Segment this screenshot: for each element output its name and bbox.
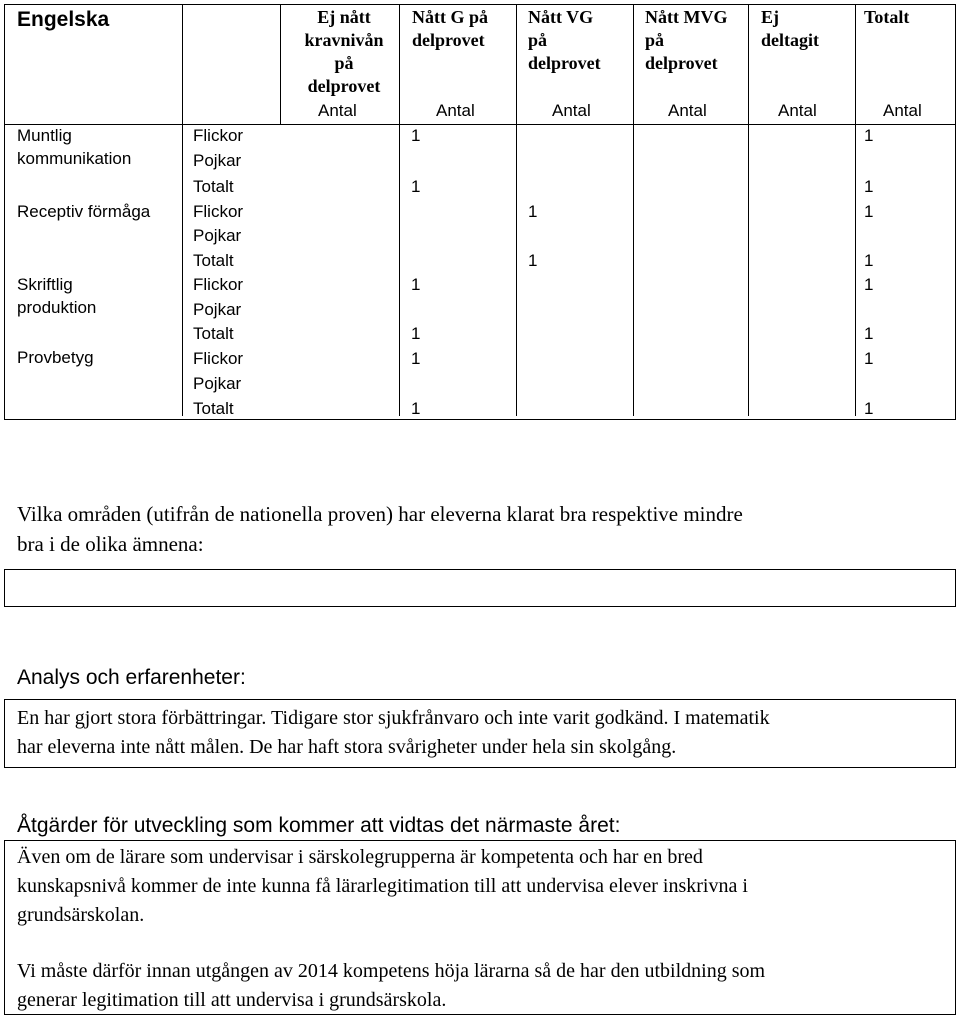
cell-g: 1 <box>411 177 421 196</box>
row-label: Totalt <box>193 399 234 418</box>
table-divider <box>633 4 634 416</box>
table-divider <box>182 4 183 416</box>
analysis-heading: Analys och erfarenheter: <box>17 666 246 689</box>
table-divider <box>748 4 749 416</box>
unit-label: Antal <box>436 101 475 120</box>
cell-g: 1 <box>411 275 421 294</box>
section-name: Receptiv förmåga <box>17 202 151 221</box>
row-label: Totalt <box>193 177 234 196</box>
header-natt-mvg: Nått MVG på delprovet <box>645 7 728 73</box>
cell-g: 1 <box>411 399 421 418</box>
cell-total: 1 <box>864 177 874 196</box>
row-label: Flickor <box>193 349 244 368</box>
cell-total: 1 <box>864 126 874 145</box>
cell-total: 1 <box>864 324 874 343</box>
cell-g: 1 <box>411 126 421 145</box>
row-label: Totalt <box>193 324 234 343</box>
section-name: Skriftlig produktion <box>17 275 97 317</box>
header-natt-g: Nått G på delprovet <box>412 7 488 50</box>
row-label: Flickor <box>193 275 244 294</box>
header-natt-vg: Nått VG på delprovet <box>528 7 601 73</box>
cell-vg: 1 <box>528 251 538 270</box>
cell-vg: 1 <box>528 202 538 221</box>
table-divider <box>399 4 400 416</box>
unit-label: Antal <box>318 101 357 120</box>
actions-heading: Åtgärder för utveckling som kommer att vidtas det närmaste året: <box>17 814 621 837</box>
analysis-text: En har gjort stora förbättringar. Tidigare stor sjukfrånvaro och inte varit godkänd. I matematik har eleverna inte nått målen. De har haft stora svårigheter under hela sin skolgång. <box>17 707 770 758</box>
table-divider <box>855 4 856 416</box>
unit-label: Antal <box>668 101 707 120</box>
row-label: Flickor <box>193 202 244 221</box>
header-totalt: Totalt <box>864 7 910 27</box>
header-ej-natt: Ej nått kravnivån på delprovet <box>304 7 384 96</box>
table-title: Engelska <box>17 8 110 31</box>
row-label: Flickor <box>193 126 244 145</box>
table-divider <box>516 4 517 416</box>
table-header-divider <box>4 124 956 125</box>
actions-box <box>4 840 956 1015</box>
cell-total: 1 <box>864 275 874 294</box>
answer-box[interactable] <box>4 569 956 607</box>
unit-label: Antal <box>778 101 817 120</box>
row-label: Pojkar <box>193 374 242 393</box>
cell-total: 1 <box>864 349 874 368</box>
cell-g: 1 <box>411 349 421 368</box>
section-name: Provbetyg <box>17 348 94 367</box>
cell-g: 1 <box>411 324 421 343</box>
actions-paragraph-1: Även om de lärare som undervisar i särskolegrupperna är kompetenta och har en bred kunskapsnivå kommer de inte kunna få lärarlegitimation till att undervisa elever inskrivna i grundsärskolan. <box>17 846 748 926</box>
cell-total: 1 <box>864 251 874 270</box>
row-label: Totalt <box>193 251 234 270</box>
analysis-box <box>4 699 956 768</box>
row-label: Pojkar <box>193 151 242 170</box>
question-text: Vilka områden (utifrån de nationella proven) har eleverna klarat bra respektive mindre bra i de olika ämnena: <box>17 502 743 556</box>
section-name: Muntlig kommunikation <box>17 126 132 168</box>
actions-paragraph-2: Vi måste därför innan utgången av 2014 kompetens höja lärarna så de har den utbildning som generar legitimation till att undervisa i grundsärskola. <box>17 960 766 1011</box>
cell-total: 1 <box>864 202 874 221</box>
table-divider <box>280 4 281 124</box>
unit-label: Antal <box>883 101 922 120</box>
cell-total: 1 <box>864 399 874 418</box>
unit-label: Antal <box>552 101 591 120</box>
row-label: Pojkar <box>193 300 242 319</box>
header-ej-deltagit: Ej deltagit <box>761 7 819 50</box>
row-label: Pojkar <box>193 226 242 245</box>
